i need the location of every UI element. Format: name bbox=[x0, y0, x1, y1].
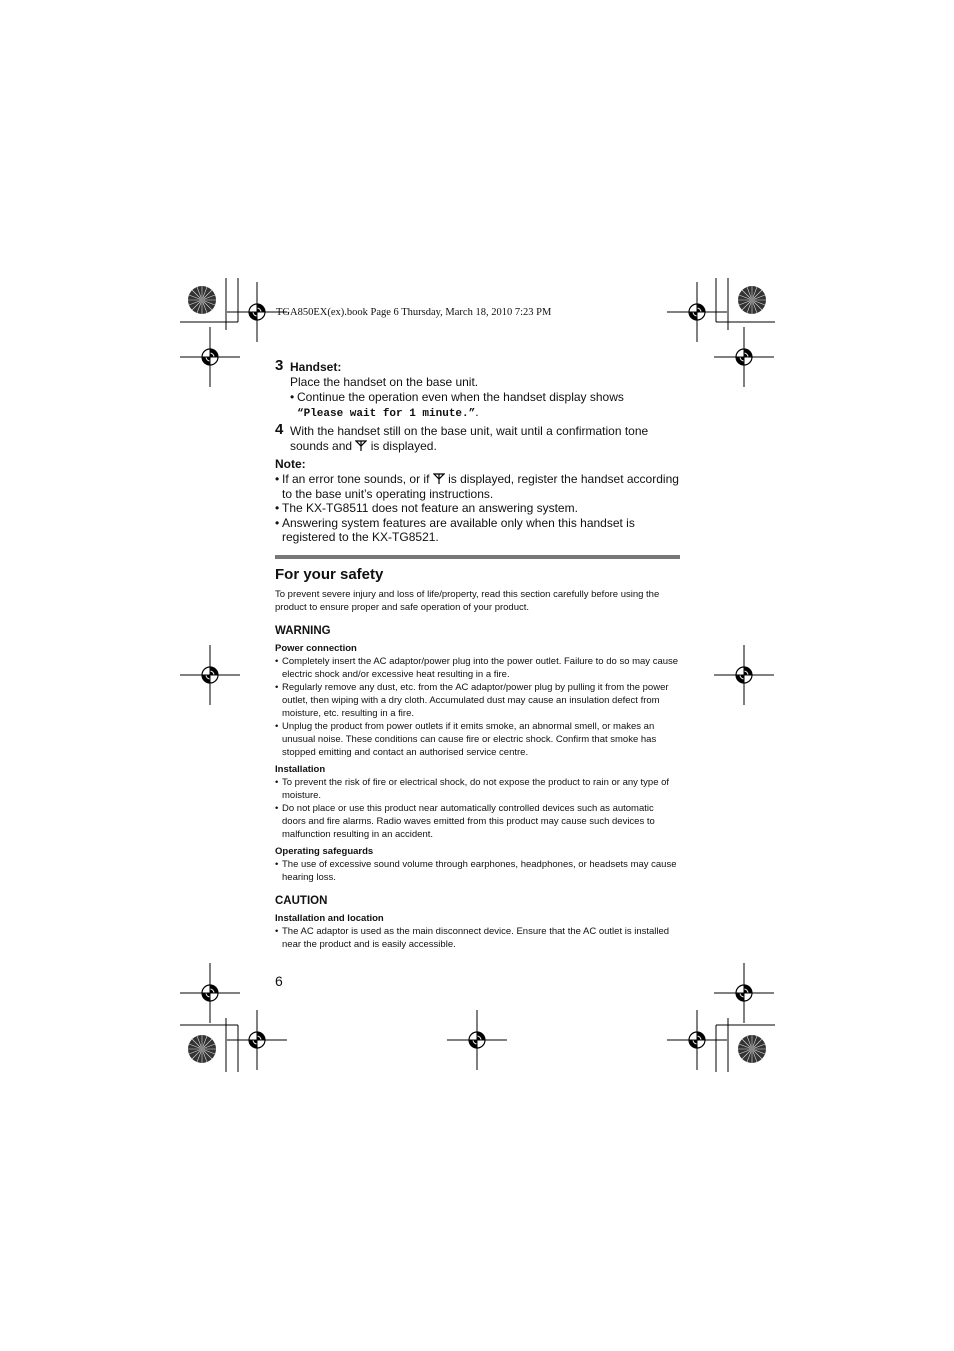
step-3 bbox=[275, 357, 680, 422]
list-item: • The use of excessive sound volume through earphones, headphones, or headsets may cause hearing loss. bbox=[275, 858, 680, 884]
star-target-top-left bbox=[188, 286, 216, 314]
step-bullet bbox=[290, 390, 680, 422]
note-text-a: If an error tone sounds, or if bbox=[282, 472, 430, 486]
note-title: Note: bbox=[275, 457, 306, 471]
step-text-b: is displayed. bbox=[370, 439, 437, 453]
note-text-b: is displayed, register the handset according to the base unit’s operating instructions. bbox=[282, 472, 679, 501]
registration-mark-right-upper bbox=[714, 327, 774, 387]
step-text: Place the handset on the base unit. bbox=[290, 375, 479, 389]
caution-heading: CAUTION bbox=[275, 894, 328, 907]
safety-intro: To prevent severe injury and loss of life/property, read this section carefully before using the product to ensure proper and safe operation of your product. bbox=[275, 588, 660, 613]
page-number: 6 bbox=[275, 973, 283, 989]
list-item: • Regularly remove any dust, etc. from the AC adaptor/power plug by pulling it from the power outlet, then wiping with a dry cloth. Accumulated dust may cause an insulation defect from moisture, etc. resulting in a fire. bbox=[275, 681, 680, 720]
registration-mark-left-lower bbox=[180, 963, 240, 1023]
antenna-no-signal-icon bbox=[433, 473, 445, 484]
step-number: 4 bbox=[275, 421, 284, 438]
operating-safeguards-heading: Operating safeguards bbox=[275, 845, 374, 857]
registration-mark-right-middle bbox=[714, 645, 774, 705]
star-target-bottom-right bbox=[738, 1035, 766, 1063]
bullet-text: Continue the operation even when the handset display shows bbox=[297, 390, 624, 404]
note-item bbox=[275, 472, 680, 501]
antenna-no-signal-icon bbox=[355, 440, 367, 451]
bullet-tail: . bbox=[475, 405, 479, 419]
section-divider bbox=[275, 555, 680, 559]
installation-location-heading: Installation and location bbox=[275, 912, 384, 924]
step-text bbox=[290, 424, 680, 454]
print-header-line: TGA850EX(ex).book Page 6 Thursday, March 18, 2010 7:23 PM bbox=[276, 307, 552, 318]
registration-mark-bottom-center bbox=[447, 1010, 507, 1070]
warning-heading: WARNING bbox=[275, 624, 331, 637]
registration-mark-left-middle bbox=[180, 645, 240, 705]
page-content bbox=[275, 357, 680, 951]
registration-mark-bottom-right bbox=[667, 1010, 727, 1070]
registration-mark-top-right bbox=[667, 282, 727, 342]
power-connection-list bbox=[275, 655, 680, 759]
star-target-top-right bbox=[738, 286, 766, 314]
list-item: • The AC adaptor is used as the main disconnect device. Ensure that the AC outlet is installed near the product and is easily accessible. bbox=[275, 925, 680, 951]
note-item: • Answering system features are available only when this handset is registered to the KX-TG8521. bbox=[275, 516, 680, 545]
registration-mark-left-upper bbox=[180, 327, 240, 387]
registration-mark-right-lower bbox=[714, 963, 774, 1023]
note-list bbox=[275, 472, 680, 545]
step-title: Handset: bbox=[290, 360, 342, 374]
power-connection-heading: Power connection bbox=[275, 642, 357, 654]
step-text-a: With the handset still on the base unit, wait until a confirmation tone sounds and bbox=[290, 424, 649, 453]
list-item: • Unplug the product from power outlets if it emits smoke, an abnormal smell, or makes an unusual noise. These conditions can cause fire or electric shock. Confirm that smoke has stopped emitting and contact an authorised service centre. bbox=[275, 720, 680, 759]
step-number: 3 bbox=[275, 357, 284, 374]
star-target-bottom-left bbox=[188, 1035, 216, 1063]
list-item: • Completely insert the AC adaptor/power plug into the power outlet. Failure to do so may cause electric shock and/or excessive heat resulting in a fire. bbox=[275, 655, 680, 681]
list-item: • Do not place or use this product near automatically controlled devices such as automatic doors and fire alarms. Radio waves emitted from this product may cause such devices to malfunction resulting in an accident. bbox=[275, 802, 680, 841]
display-message: “Please wait for 1 minute.” bbox=[297, 408, 476, 420]
installation-heading: Installation bbox=[275, 763, 326, 775]
installation-list bbox=[275, 776, 680, 841]
crop-lines-top bbox=[180, 278, 775, 330]
note-item: • The KX-TG8511 does not feature an answering system. bbox=[275, 501, 680, 516]
step-4 bbox=[275, 421, 680, 454]
section-title: For your safety bbox=[275, 565, 384, 583]
list-item: • To prevent the risk of fire or electrical shock, do not expose the product to rain or any type of moisture. bbox=[275, 776, 680, 802]
operating-safeguards-list bbox=[275, 858, 680, 884]
registration-mark-bottom-left bbox=[227, 1010, 287, 1070]
installation-location-list bbox=[275, 925, 680, 951]
